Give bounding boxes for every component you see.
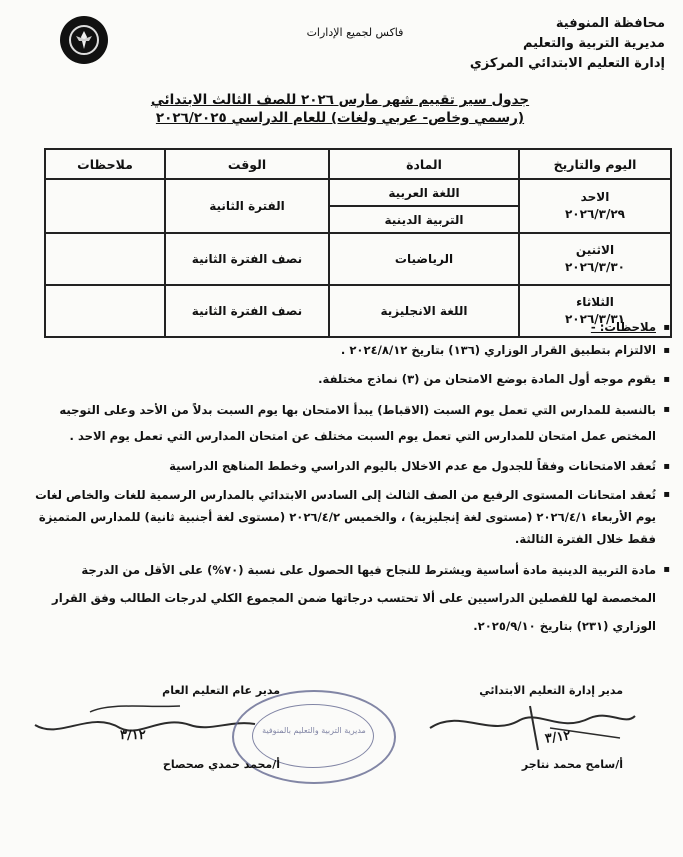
right-handwritten-signature <box>420 698 640 758</box>
day-date: ٢٠٢٦/٣/٢٩ <box>564 207 626 221</box>
subject-cell: التربية الدينية <box>329 206 519 233</box>
directorate-name: مديرية التربية والتعليم <box>522 36 665 51</box>
time-cell: نصف الفترة الثانية <box>165 233 329 285</box>
note-item: ▪ مادة التربية الدينية مادة أساسية ويشترط للنجاح فيها الحصول على نسبة (٧٠%) على الأقل من الدرجة المخصصة لها للفصلين الدراسيين على ألا تحتسب درجاتها ضمن المجموع الكلي لدرجات الطالب وفق القرار الوزاري (٢٣١) بتاريخ ٢٠٢٥/٩/١٠. <box>34 556 670 640</box>
note-item: ▪ يقوم موجه أول المادة بوضع الامتحان من (٣) نماذج مختلفة. <box>34 368 670 391</box>
emblem-logo <box>60 16 108 64</box>
note-item: ▪ بالنسبة للمدارس التي تعمل يوم السبت (الاقباط) يبدأ الامتحان بها يوم السبت بدلاً من الأحد وعلى التوجيه المختص عمل امتحان للمدارس التي تعمل يوم السبت مختلف عن امتحان المدارس التي تعمل يوم الاحد . <box>34 397 670 449</box>
notes-cell <box>45 233 165 285</box>
day-cell <box>519 179 671 233</box>
day-date: ٢٠٢٦/٣/٣٠ <box>564 260 626 274</box>
header-time: الوقت <box>165 149 329 179</box>
title-line-2: (رسمي وخاص- عربي ولغات) للعام الدراسي ٢٠٢٦/٢٠٢٥ <box>155 110 525 126</box>
department-name: إدارة التعليم الابتدائي المركزي <box>469 56 665 71</box>
day-name: الثلاثاء <box>576 295 614 309</box>
right-signature-name: أ/سامح محمد نتاجر <box>521 758 623 771</box>
stamp-text: مديرية التربية والتعليم بالمنوفية <box>262 726 366 735</box>
fax-note: فاكس لجميع الإدارات <box>306 26 404 39</box>
notes-section <box>34 316 670 640</box>
left-signature-title: مدير عام التعليم العام <box>162 684 280 697</box>
governorate-name: محافظة المنوفية <box>555 16 665 31</box>
left-signature-name: أ/محمد حمدي صحصاح <box>162 758 280 771</box>
eagle-icon <box>69 25 99 55</box>
subject-cell: اللغة العربية <box>329 179 519 206</box>
day-date: ٢٠٢٦/٣/٣١ <box>564 312 626 326</box>
header-day: اليوم والتاريخ <box>519 149 671 179</box>
notes-heading <box>34 316 670 339</box>
header-subject: المادة <box>329 149 519 179</box>
table-row <box>45 179 671 206</box>
time-cell: الفترة الثانية <box>165 179 329 233</box>
day-cell <box>519 233 671 285</box>
subject-cell: الرياضيات <box>329 233 519 285</box>
header-notes: ملاحظات <box>45 149 165 179</box>
document-title <box>100 92 580 126</box>
time-cell: نصف الفترة الثانية <box>165 285 329 337</box>
table-header-row <box>45 149 671 179</box>
title-line-1: جدول سير تقييم شهر مارس ٢٠٢٦ للصف الثالث الابتدائي <box>150 92 530 108</box>
note-item: ▪ تُعقد امتحانات المستوى الرفيع من الصف الثالث إلى السادس الابتدائي بالمدارس الرسمية للغات والخاص لغات يوم الأربعاء ٢٠٢٦/٤/١ (مستوى لغة إنجليزية) ، والخميس ٢٠٢٦/٤/٢ (مستوى لغة أجنبية ثانية) للمدارس المتميزة فقط خلال الفترة الثالثة. <box>34 484 670 550</box>
note-item: ▪ تُعقد الامتحانات وفقاً للجدول مع عدم الاخلال باليوم الدراسي وخطط المناهج الدراسية <box>34 455 670 478</box>
day-name: الاحد <box>580 190 610 204</box>
table-row <box>45 233 671 285</box>
left-handwritten-date: ٣/١٢ <box>120 728 146 743</box>
day-name: الاثنين <box>575 243 615 257</box>
right-handwritten-date: ٣/١٢ <box>544 728 572 747</box>
notes-heading-text: ملاحظات: - <box>590 320 656 334</box>
notes-cell <box>45 179 165 233</box>
note-item: ▪ الالتزام بتطبيق القرار الوزاري (١٣٦) بتاريخ ٢٠٢٤/٨/١٢ . <box>34 339 670 362</box>
exam-schedule-table <box>44 148 672 338</box>
header-block <box>405 14 665 74</box>
subject-cell: اللغة الانجليزية <box>329 285 519 337</box>
right-signature-title: مدير إدارة التعليم الابتدائي <box>479 684 623 697</box>
